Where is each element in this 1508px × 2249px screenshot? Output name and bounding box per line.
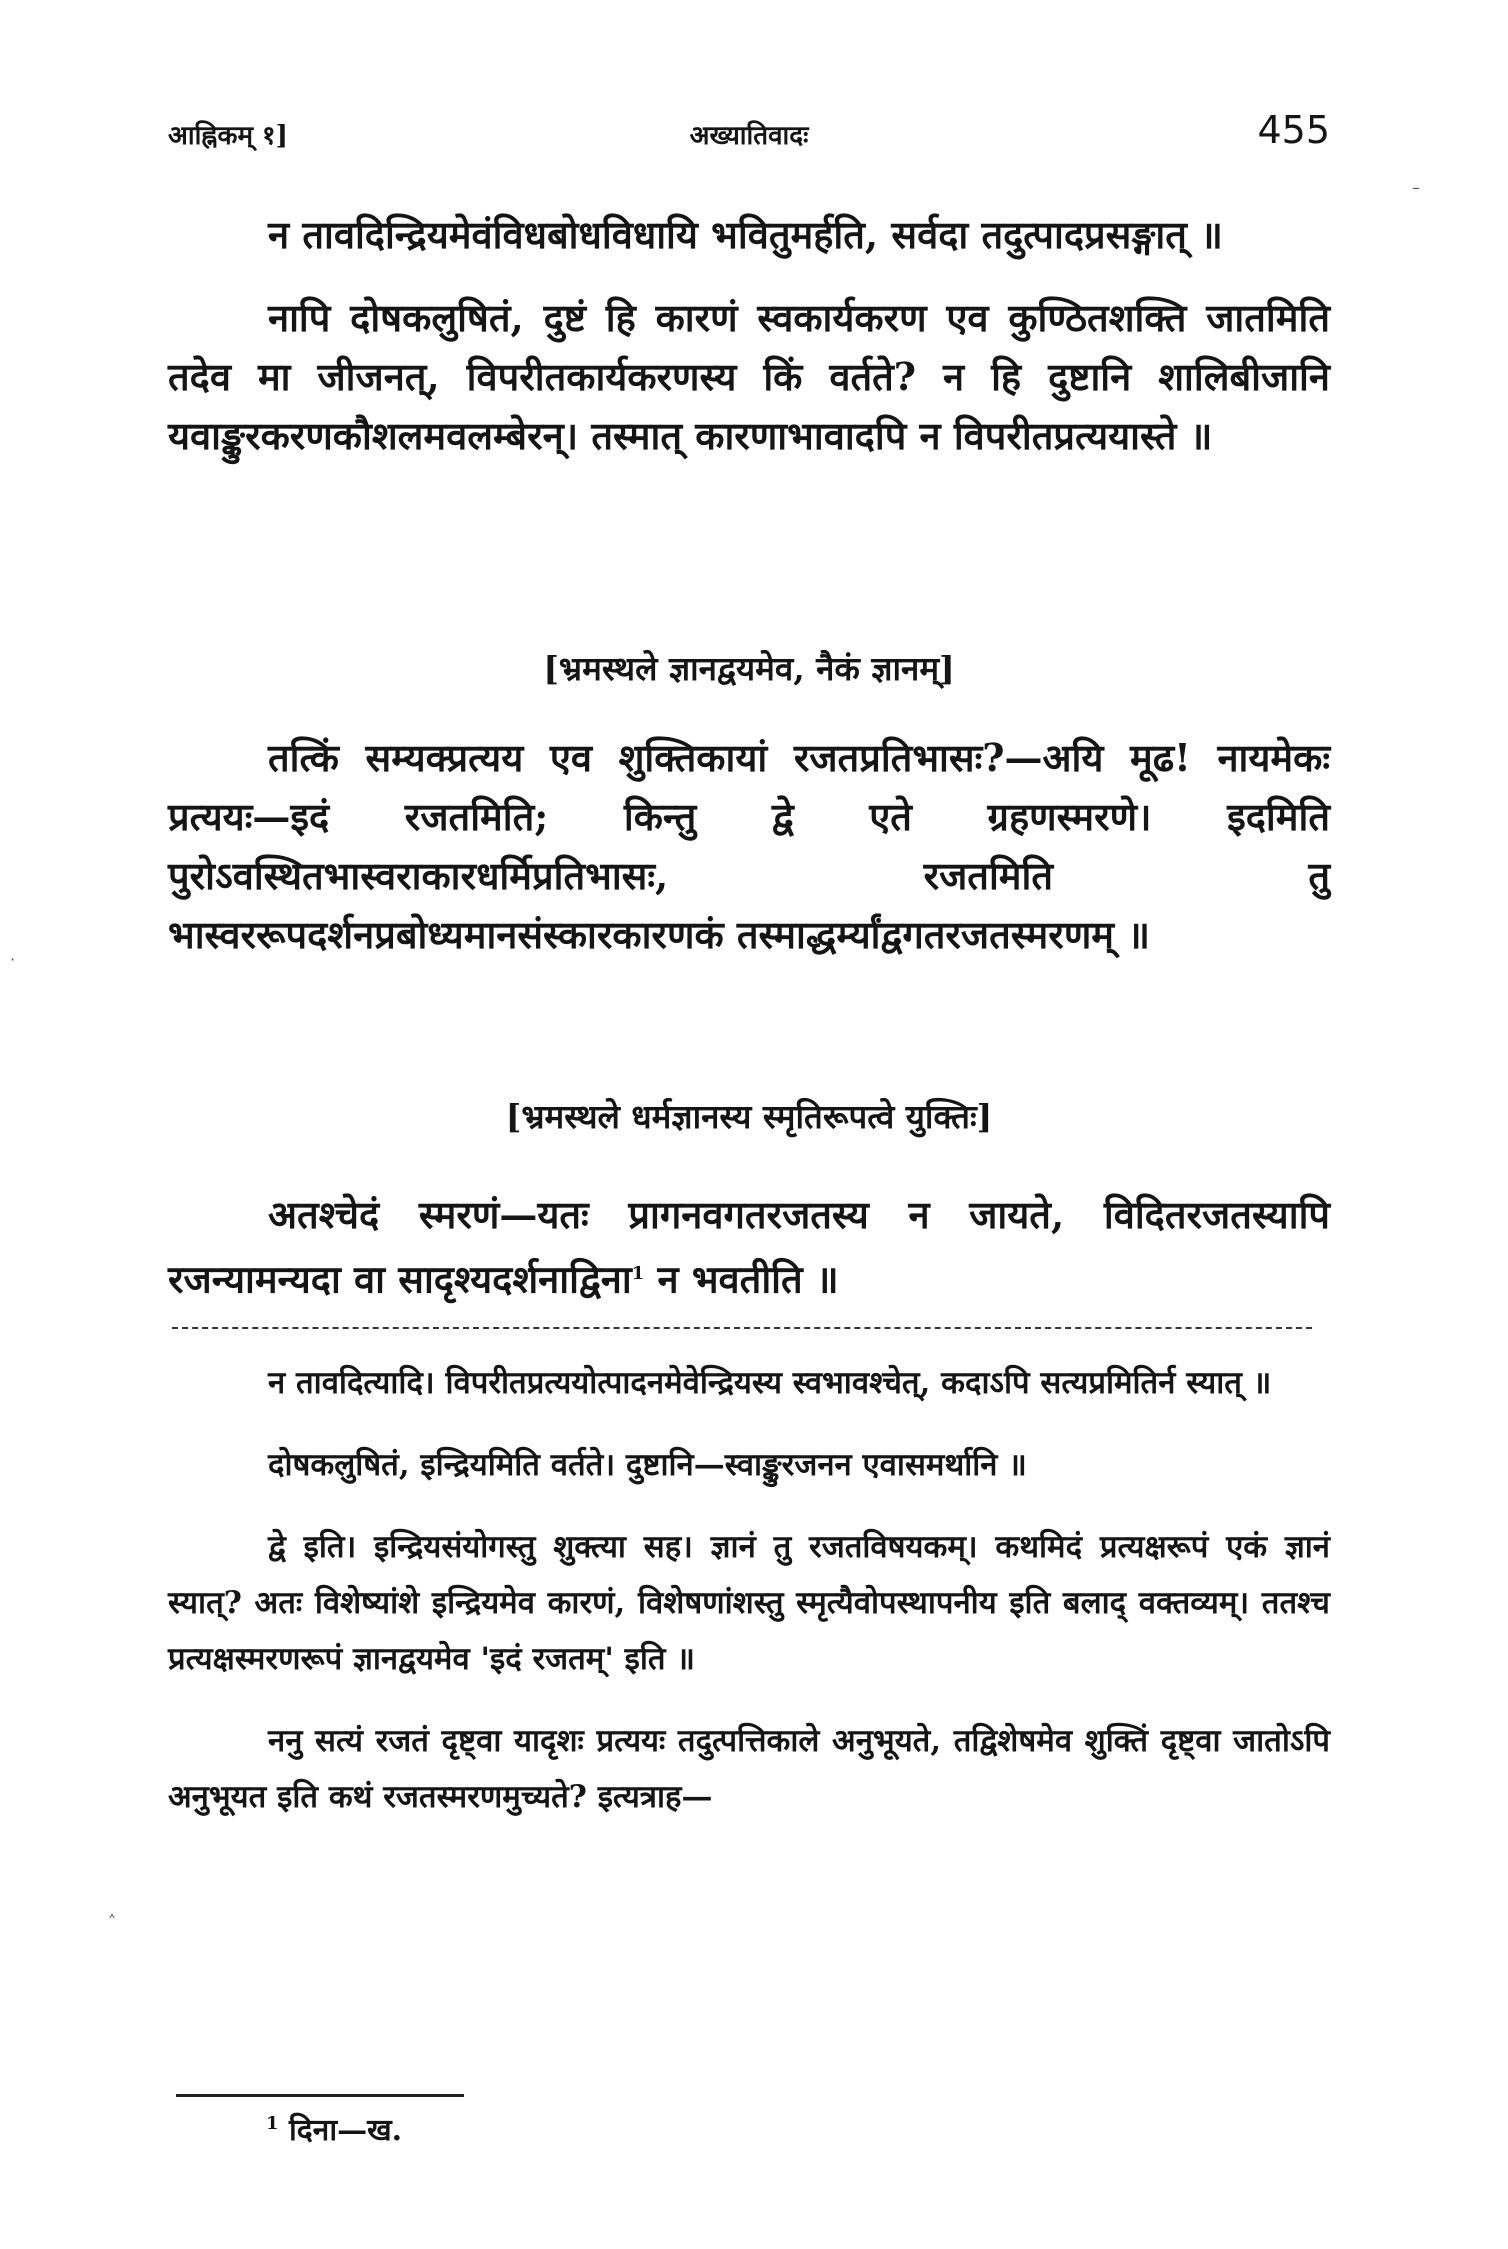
commentary-paragraph-3: द्वे इति। इन्द्रियसंयोगस्तु शुक्त्या सह। ज्ञानं तु रजतविषयकम्। कथमिदं प्रत्यक्षरूपं एकं ज्ञानं स्यात्? अतः विशेष्यांशे इन्द्रियमेव कारणं, विशेषणांशस्तु स्मृत्यैवोपस्थापनीय इति बलाद् वक्तव्यम्। ततश्च प्रत्यक्षस्मरणरूपं ज्ञानद्वयमेव 'इदं रजतम्' इति ॥ bbox=[168, 1529, 1330, 1677]
page-number: 455 bbox=[1257, 108, 1330, 152]
heading-1-block bbox=[168, 645, 1330, 690]
margin-speck: · bbox=[10, 950, 16, 969]
section-heading-1: [भ्रमस्थले ज्ञानद्वयमेव, नैकं ज्ञानम्] bbox=[543, 649, 955, 688]
main-paragraph-4 bbox=[168, 1185, 1330, 1309]
commentary-paragraph-2: दोषकलुषितं, इन्द्रियमिति वर्तते। दुष्टानि—स्वाङ्कुरजनन एवासमर्थानि ॥ bbox=[268, 1447, 1027, 1483]
main-paragraph-3: तत्किं सम्यक्प्रत्यय एव शुक्तिकायां रजतप्रतिभासः?—अयि मूढ! नायमेकः प्रत्ययः—इदं रजतमिति; किन्तु द्वे एते ग्रहणस्मरणे। इदमिति पुरोऽवस्थितभास्वराकारधर्मिप्रतिभासः, रजतमिति तु भास्वररूपदर्शनप्रबोध्यमानसंस्कारकारणकं तस्माद्धर्म्यांद्वगतरजतस्मरणम् ॥ bbox=[168, 735, 1330, 957]
footnote-ref-marker: 1 bbox=[631, 1263, 645, 1284]
main-text-block-1 bbox=[168, 205, 1330, 465]
section-title: अख्यातिवादः bbox=[689, 121, 809, 151]
commentary-paragraph-4: ननु सत्यं रजतं दृष्ट्वा यादृशः प्रत्ययः तदुत्पत्तिकाले अनुभूयते, तद्विशेषमेव शुक्तिं दृष्ट्वा जातोऽपि अनुभूयत इति कथं रजतस्मरणमुच्यते? इत्यत्राह— bbox=[168, 1723, 1330, 1815]
running-header bbox=[168, 108, 1330, 158]
commentary-paragraph-1: न तावदित्यादि। विपरीतप्रत्ययोत्पादनमेवेन्द्रियस्य स्वभावश्चेत्, कदाऽपि सत्यप्रमितिर्न स्यात् ॥ bbox=[268, 1365, 1272, 1401]
footnote bbox=[266, 2108, 402, 2149]
commentary-block bbox=[168, 1355, 1330, 1825]
footnote-divider bbox=[176, 2094, 464, 2097]
margin-speck: – bbox=[1412, 178, 1420, 197]
main-paragraph-4-text: अतश्चेदं स्मरणं—यतः प्रागनवगतरजतस्य न जायते, विदितरजतस्यापि रजन्यामन्यदा वा सादृश्यदर्शनाद्विना bbox=[168, 1192, 1330, 1302]
main-paragraph-1: न तावदिन्द्रियमेवंविधबोधविधायि भवितुमर्हति, सर्वदा तदुत्पादप्रसङ्गात् ॥ bbox=[268, 212, 1223, 257]
main-text-block-3 bbox=[168, 1185, 1330, 1309]
commentary-divider bbox=[172, 1327, 1312, 1329]
footnote-text: दिना—ख. bbox=[278, 2113, 403, 2148]
main-text-block-2 bbox=[168, 728, 1330, 964]
section-heading-2: [भ्रमस्थले धर्मज्ञानस्य स्मृतिरूपत्वे युक्तिः] bbox=[505, 1097, 993, 1136]
heading-2-block bbox=[168, 1093, 1330, 1138]
main-paragraph-4-end: न भवतीति ॥ bbox=[644, 1256, 839, 1302]
footnote-marker: 1 bbox=[266, 2113, 279, 2134]
chapter-label: आह्निकम् १] bbox=[168, 121, 288, 151]
main-paragraph-2: नापि दोषकलुषितं, दुष्टं हि कारणं स्वकार्यकरण एव कुण्ठितशक्ति जातमिति तदेव मा जीजनत्, विपरीतकार्यकरणस्य किं वर्तते? न हि दुष्टानि शालिबीजानि यवाङ्कुरकरणकौशलमवलम्बेरन्। तस्मात् कारणाभावादपि न विपरीतप्रत्ययास्ते ॥ bbox=[168, 295, 1330, 458]
margin-speck: ˄ bbox=[108, 1912, 116, 1931]
